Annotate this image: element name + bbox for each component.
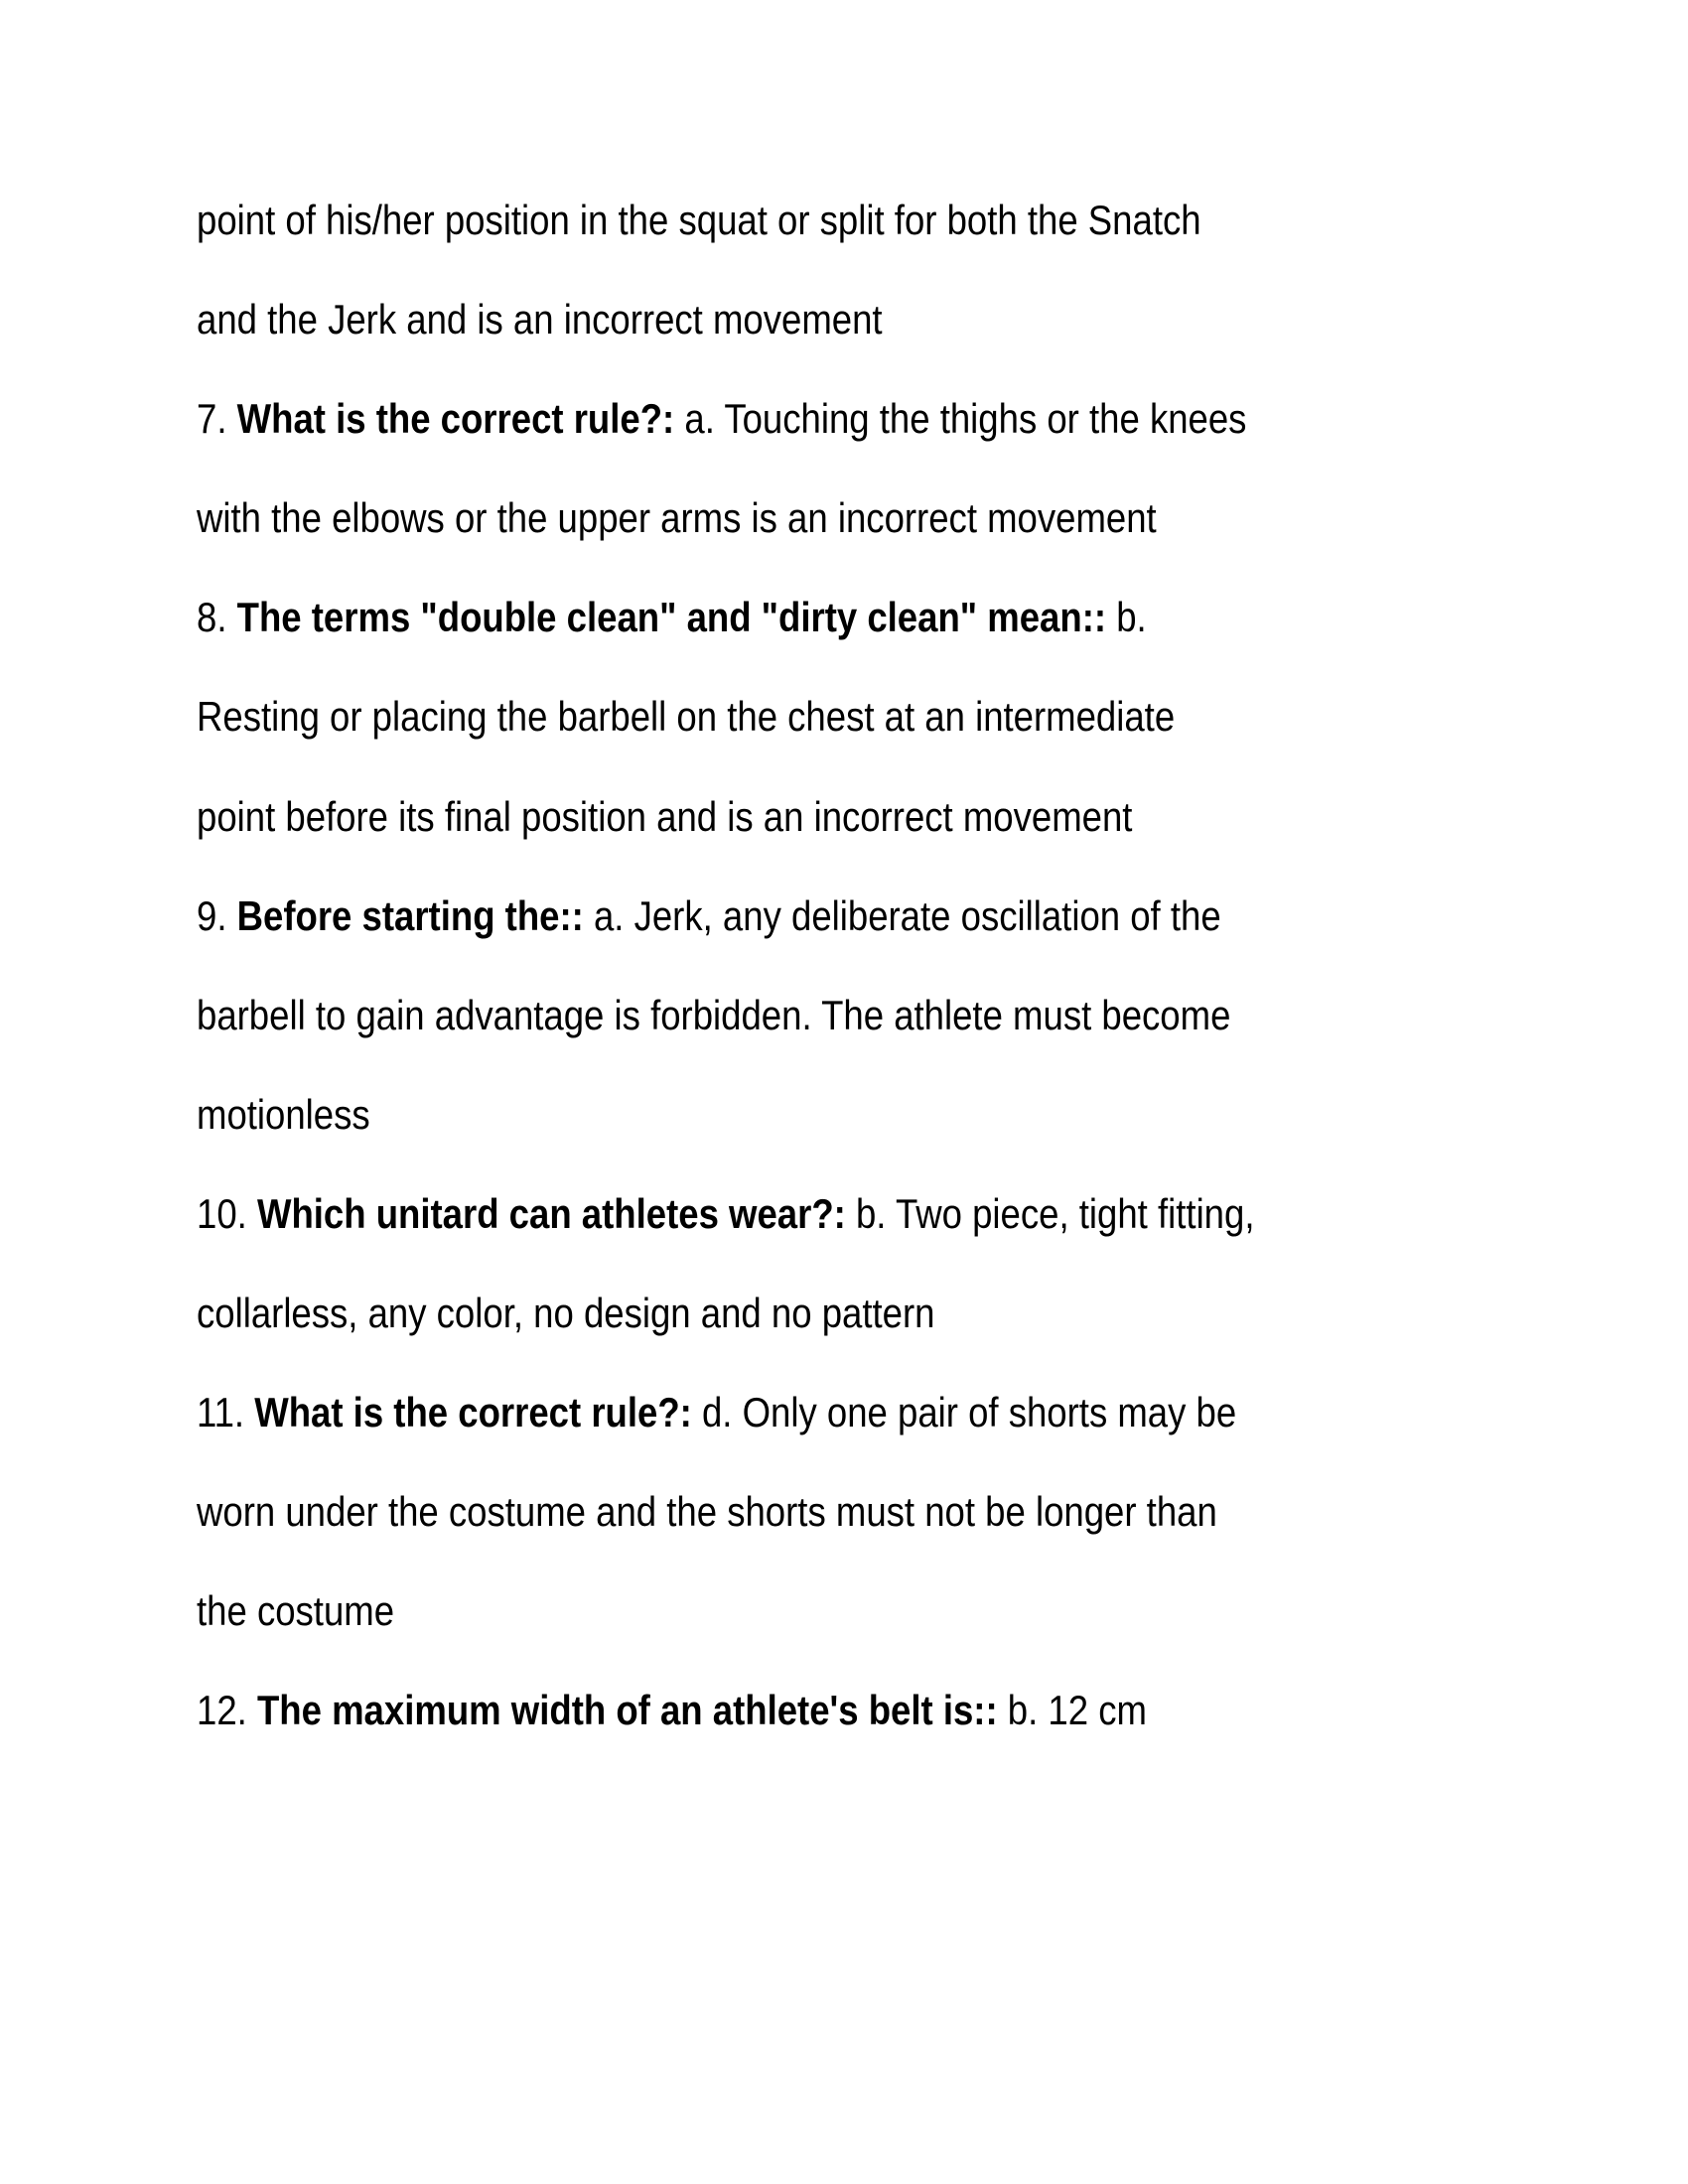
text-line xyxy=(197,568,1406,667)
answer-text: barbell to gain advantage is forbidden. The athlete must become xyxy=(197,991,1231,1038)
text-line xyxy=(197,1264,1406,1363)
question-number: 7. xyxy=(197,395,237,443)
question-text: Which unitard can athletes wear?: xyxy=(256,1189,846,1237)
text-line xyxy=(197,469,1406,568)
question-number: 11. xyxy=(197,1389,255,1436)
answer-text: the costume xyxy=(197,1587,395,1635)
answer-text: and the Jerk and is an incorrect movement xyxy=(197,296,883,343)
text-line xyxy=(197,1164,1406,1264)
question-number: 10. xyxy=(197,1189,257,1237)
text-line xyxy=(197,867,1406,966)
text-line xyxy=(197,667,1406,766)
text-line xyxy=(197,270,1406,369)
text-line xyxy=(197,1562,1406,1661)
text-line xyxy=(197,1363,1406,1462)
answer-text: a. Jerk, any deliberate oscillation of the xyxy=(583,891,1221,939)
answer-text: d. Only one pair of shorts may be xyxy=(691,1389,1237,1436)
answer-text: b. Two piece, tight fitting, xyxy=(845,1189,1255,1237)
answer-text: collarless, any color, no design and no pattern xyxy=(197,1290,935,1337)
answer-text: point of his/her position in the squat or split for both the Snatch xyxy=(197,197,1201,243)
text-line xyxy=(197,171,1406,270)
question-text: The terms "double clean" and "dirty clean" mean:: xyxy=(236,594,1107,641)
text-line xyxy=(197,369,1406,469)
question-number: 12. xyxy=(197,1687,257,1734)
answer-text: motionless xyxy=(197,1090,370,1138)
answer-text: b. 12 cm xyxy=(997,1687,1147,1734)
answer-text: b. xyxy=(1106,594,1147,641)
text-line xyxy=(197,1661,1406,1760)
answer-text: worn under the costume and the shorts must not be longer than xyxy=(197,1488,1217,1536)
question-number: 9. xyxy=(197,891,237,939)
text-line xyxy=(197,1462,1406,1562)
text-line xyxy=(197,767,1406,867)
answer-text: Resting or placing the barbell on the chest at an intermediate xyxy=(197,693,1176,741)
question-text: What is the correct rule?: xyxy=(254,1389,692,1436)
question-text: The maximum width of an athlete's belt is:: xyxy=(256,1687,998,1734)
answer-text: a. Touching the thighs or the knees xyxy=(674,395,1247,443)
question-text: Before starting the:: xyxy=(236,891,584,939)
text-line xyxy=(197,1065,1406,1164)
question-number: 8. xyxy=(197,594,237,641)
question-text: What is the correct rule?: xyxy=(236,395,675,443)
text-line xyxy=(197,966,1406,1065)
answer-text: point before its final position and is an incorrect movement xyxy=(197,792,1133,840)
document-body xyxy=(197,171,1587,1761)
answer-text: with the elbows or the upper arms is an incorrect movement xyxy=(197,494,1157,542)
